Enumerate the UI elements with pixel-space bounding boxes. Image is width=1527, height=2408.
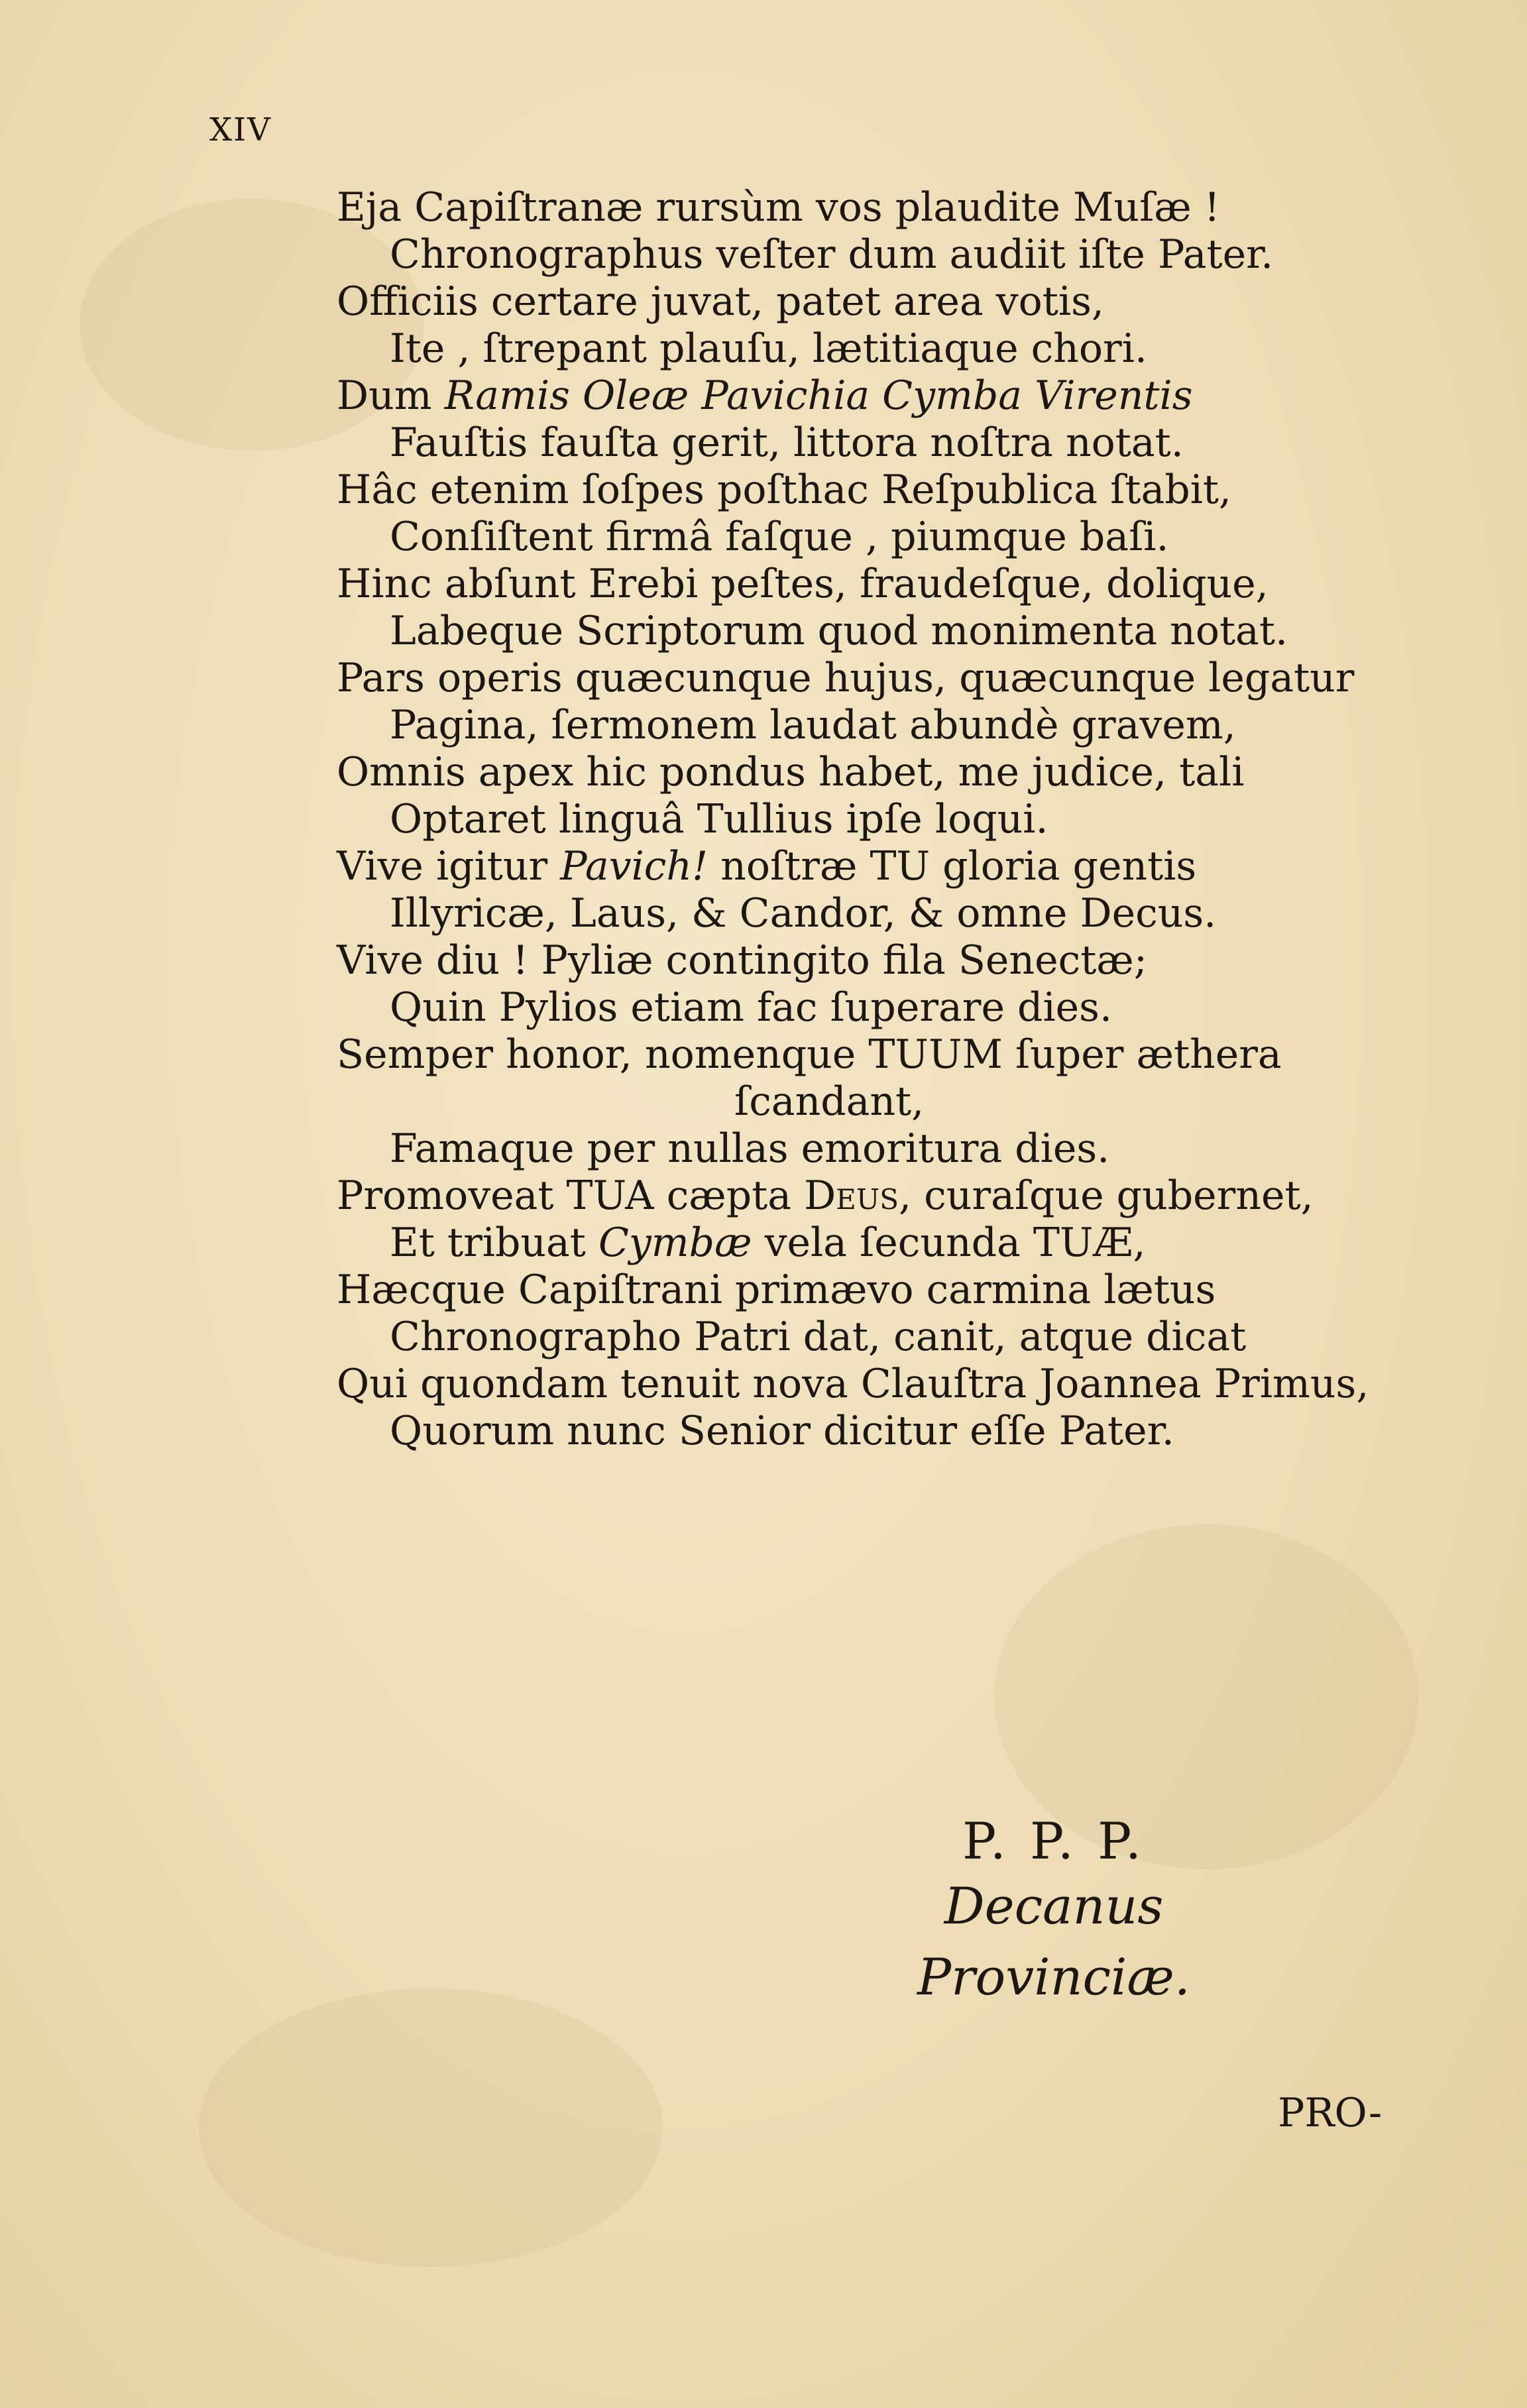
verse-line-continuation: ſcandant, <box>734 1078 925 1125</box>
page-number: XIV <box>209 111 272 148</box>
verse-line: Labeque Scriptorum quod monimenta notat. <box>390 608 1288 654</box>
verse-line: Fauſtis fauſta gerit, littora noſtra notat. <box>390 420 1184 466</box>
verse-line: Dum Ramis Oleæ Pavichia Cymba Virentis <box>337 373 1193 419</box>
verse-line: Pars operis quæcunque hujus, quæcunque legatur <box>337 655 1355 701</box>
verse-line: Omnis apex hic pondus habet, me judice, tali <box>337 749 1245 795</box>
verse-line: Hinc abſunt Erebi peſtes, fraudeſque, dolique, <box>337 561 1269 607</box>
verse-line: Promoveat TUA cæpta Deus, curaſque gubernet, <box>337 1173 1314 1219</box>
verse-line: Officiis certare juvat, patet area votis, <box>337 278 1104 325</box>
verse-line: Hæcque Capiſtrani primævo carmina lætus <box>337 1267 1216 1313</box>
verse-line: Optaret linguâ Tullius ipſe loqui. <box>390 796 1048 842</box>
paper-stain <box>199 1988 663 2267</box>
verse-line: Hâc etenim ſoſpes poſthac Reſpublica ſtabit, <box>337 467 1231 513</box>
verse-line: Chronographo Patri dat, canit, atque dicat <box>390 1314 1247 1360</box>
signature-initials: P. P. P. <box>962 1811 1145 1870</box>
verse-line: Pagina, ſermonem laudat abundè gravem, <box>390 702 1236 748</box>
verse-line: Vive diu ! Pyliæ contingito fila Senectæ; <box>337 937 1147 984</box>
verse-line: Eja Capiſtranæ rursùm vos plaudite Muſæ ! <box>337 184 1220 231</box>
verse-line: Ite , ſtrepant plauſu, lætitiaque chori. <box>390 325 1147 372</box>
verse-line: Chronographus veſter dum audiit iſte Pater. <box>390 231 1274 278</box>
verse-line: Semper honor, nomenque TUUM ſuper æthera <box>337 1031 1282 1078</box>
signature-title: Decanus Provinciæ. <box>917 1876 1190 2006</box>
verse-line: Quorum nunc Senior dicitur eſſe Pater. <box>390 1408 1174 1454</box>
catchword: PRO- <box>1278 2090 1383 2136</box>
verse-line: Qui quondam tenuit nova Clauſtra Joannea Primus, <box>337 1361 1369 1407</box>
verse-line: Famaque per nullas emoritura dies. <box>390 1125 1110 1172</box>
verse-line: Conſiſtent firmâ faſque , piumque baſi. <box>390 514 1169 560</box>
verse-line: Illyricæ, Laus, & Candor, & omne Decus. <box>390 890 1217 937</box>
verse-line: Vive igitur Pavich! noſtræ TU gloria gentis <box>337 843 1197 889</box>
verse-line: Et tribuat Cymbæ vela ſecunda TUÆ, <box>390 1220 1146 1266</box>
verse-line: Quin Pylios etiam fac ſuperare dies. <box>390 984 1113 1031</box>
signature-block <box>815 1811 1292 2012</box>
poem <box>337 184 1369 1455</box>
